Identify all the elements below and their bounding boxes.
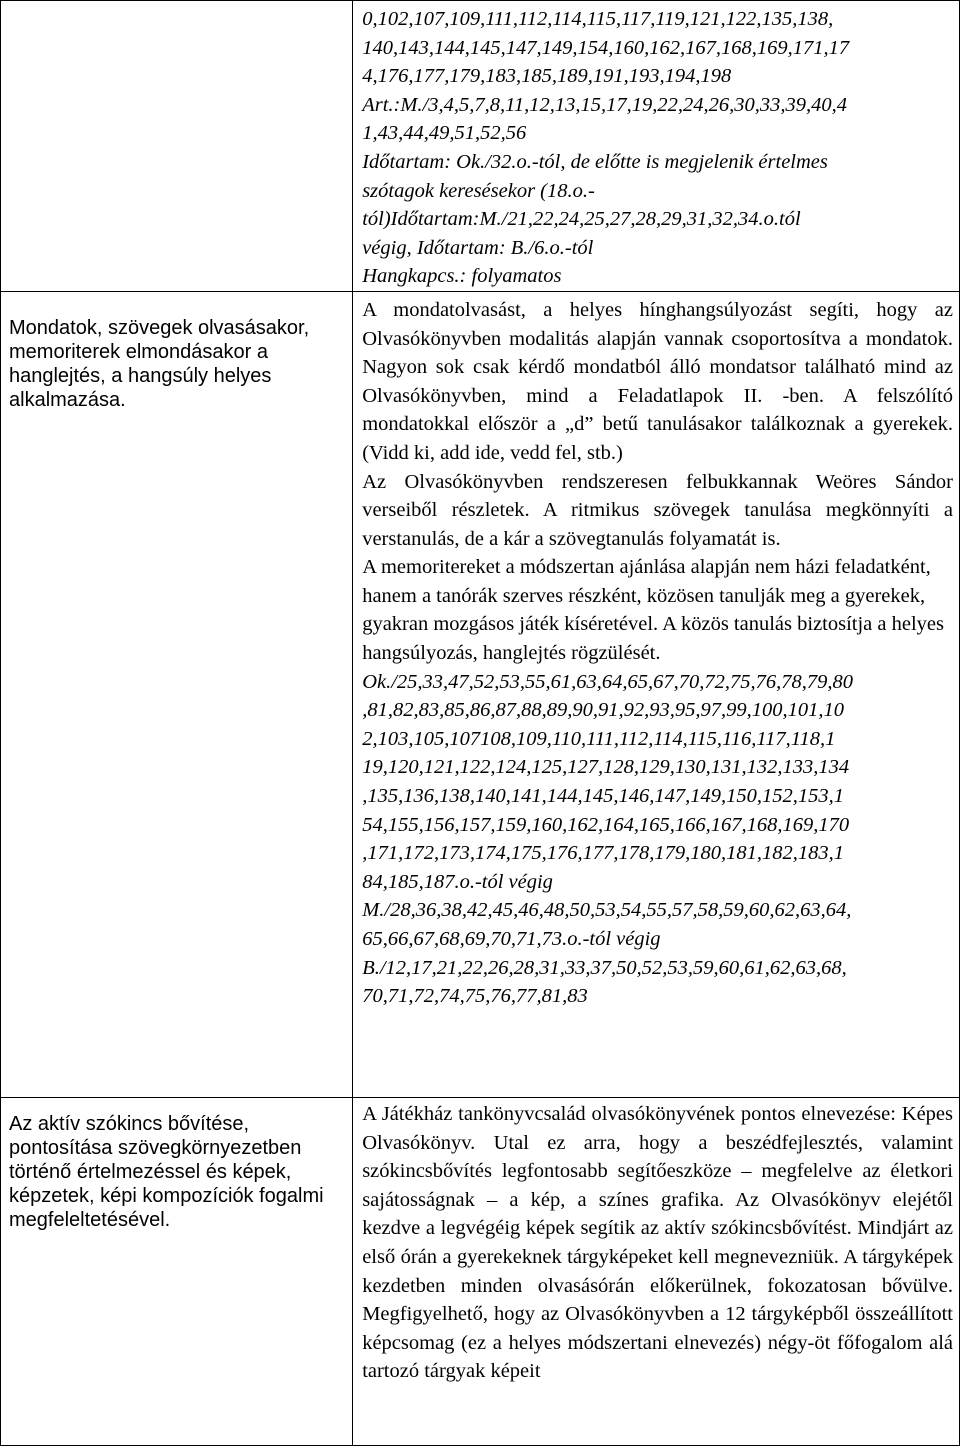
m-ref-line: 65,66,67,68,69,70,71,73.o.-tól végig: [362, 928, 661, 950]
ref-line: 140,143,144,145,147,149,154,160,162,167,168,169,171,17: [362, 36, 850, 59]
skill-description: Mondatok, szövegek olvasásakor, memoriterek elmondásakor a hanglejtés, a hangsúly helyes alkalmazása.: [9, 316, 310, 411]
ok-ref-line: ,135,136,138,140,141,144,145,146,147,149,150,152,153,1: [362, 785, 844, 808]
ok-ref-line: ,171,172,173,174,175,176,177,178,179,180,181,182,183,1: [362, 842, 844, 865]
ok-ref-line: 84,185,187.o.-tól végig: [362, 870, 553, 893]
table-row: [1, 1097, 960, 1445]
b-ref-line: 70,71,72,74,75,76,77,81,83: [362, 985, 588, 1008]
table-row: [1, 1, 960, 292]
duration-line: tól)Időtartam:M./21,22,24,25,27,28,29,31,32,34.o.tól: [362, 208, 801, 231]
ok-ref-line: 19,120,121,122,124,125,127,128,129,130,131,132,133,134: [362, 756, 850, 779]
left-cell-vocabulary: [1, 1097, 353, 1445]
intonation-content: [353, 292, 959, 1011]
paragraph: A Játékház tankönyvcsalád olvasókönyvének pontos elnevezése: Képes Olvasókönyv. Utal ez arra, hogy a beszédfejlesztés, valamint szókincsbővítés legfontosabb segítőeszköze – megfelelve az életkori sajátosságnak – a kép, a színes grafika. Az Olvasókönyv elejétől kezdve a legvégéig képek segítik az aktív szókincsbővítést. Mindjárt az első órán a gyerekeknek tárgyképeket kell megnevezniük. A tárgyképek kezdetben minden olvasásórán előkerülnek, fokozatosan bővülve. Megfigyelhető, hogy az Olvasókönyvben a 12 tárgyképből összeállított képcsomag (ez a helyes módszertani elnevezés) négy-öt főfogalom alá tartozó tárgyak képeit: [362, 1102, 953, 1383]
ref-line: Art.:M./3,4,5,7,8,11,12,13,15,17,19,22,24,26,30,33,39,40,4: [362, 93, 847, 116]
ref-line: 0,102,107,109,111,112,114,115,117,119,121,122,135,138,: [362, 8, 834, 30]
b-ref-line: B./12,17,21,22,26,28,31,33,37,50,52,53,59,60,61,62,63,68,: [362, 956, 847, 979]
left-cell-empty: [1, 1, 353, 292]
duration-line: végig, Időtartam: B./6.o.-tól: [362, 236, 594, 259]
paragraph: Az Olvasókönyvben rendszeresen felbukkannak Weöres Sándor verseiből részletek. A ritmikus szövegek tanulása megkönnyíti a verstanulás, de a kár a szövegtanulás folyamatát is.: [362, 470, 953, 550]
right-cell-vocabulary: [353, 1097, 960, 1445]
paragraph: A mondatolvasást, a helyes hínghangsúlyozást segíti, hogy az Olvasókönyvben modalitás alapján vannak csoportosítva a mondatok. Nagyon sok csak kérdő mondatból álló mondatsor található mind az Olvasókönyvben, mind a Feladatlapok II. -ben. A felszólító mondatokkal először a „d” betű tanulásakor találkoznak a gyerekek. (Vidd ki, add ide, vedd fel, stb.): [362, 298, 953, 464]
ok-ref-line: Ok./25,33,47,52,53,55,61,63,64,65,67,70,72,75,76,78,79,80: [362, 670, 854, 693]
right-cell-page-refs: [353, 1, 960, 292]
table-row: [1, 291, 960, 1097]
paragraph: A memoritereket a módszertan ajánlása alapján nem házi feladatként, hanem a tanórák szerves részként, közösen tanulják meg a gyerekek, gyakran mozgásos játék kíséretével. A közös tanulás biztosítja a helyes hangsúlyozás, hanglejtés rögzülését.: [362, 556, 944, 665]
skill-description: Az aktív szókincs bővítése, pontosítása szövegkörnyezetben történő értelmezéssel és képek, képzetek, képi kompozíciók fogalmi megfeleltetésével.: [9, 1112, 324, 1231]
ok-ref-line: 54,155,156,157,159,160,162,164,165,166,167,168,169,170: [362, 813, 850, 836]
ref-line: 1,43,44,49,51,52,56: [362, 122, 527, 145]
duration-line: Időtartam: Ok./32.o.-tól, de előtte is megjelenik értelmes: [362, 150, 828, 173]
ok-ref-line: 2,103,105,107108,109,110,111,112,114,115,116,117,118,1: [362, 727, 836, 750]
duration-line: szótagok keresésekor (18.o.-: [362, 179, 595, 202]
left-cell-intonation: [1, 291, 353, 1097]
m-ref-line: M./28,36,38,42,45,46,48,50,53,54,55,57,58,59,60,62,63,64,: [362, 899, 852, 922]
sound-link-line: Hangkapcs.: folyamatos: [362, 265, 562, 288]
page-references-block: [353, 1, 959, 291]
ok-ref-line: ,81,82,83,85,86,87,88,89,90,91,92,93,95,97,99,100,101,10: [362, 699, 844, 722]
right-cell-intonation: [353, 291, 960, 1097]
ref-line: 4,176,177,179,183,185,189,191,193,194,198: [362, 65, 732, 88]
vocabulary-content: [353, 1098, 959, 1386]
